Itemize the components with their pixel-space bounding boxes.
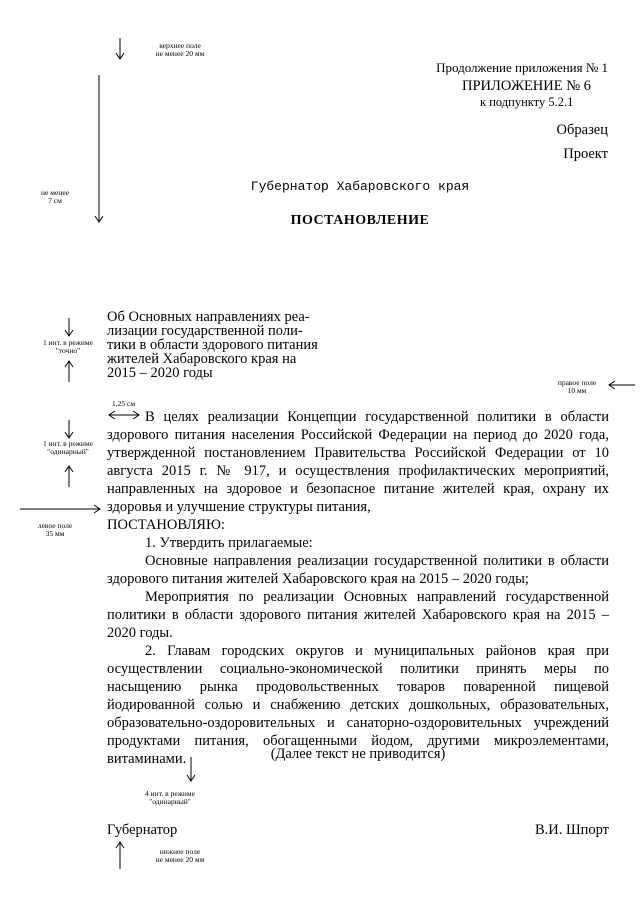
continuation-label: Продолжение приложения № 1 [436,60,608,75]
right-arrow-icon [20,504,100,514]
up-arrow-icon [115,841,125,869]
note-line: верхнее поле [159,41,201,50]
note-line: 35 мм [45,529,65,538]
project-label: Проект [563,146,608,162]
note-line: 7 см [48,196,62,205]
left-margin-note [25,522,85,538]
appendix-number: ПРИЛОЖЕНИЕ № 6 [462,78,591,94]
document-title: ПОСТАНОВЛЕНИЕ [290,213,430,228]
top-7cm-note [25,189,85,205]
item-1: 1. Утвердить прилагаемые: [145,535,313,551]
subject-line: тики в области здорового питания [107,337,318,353]
top-margin-note [125,42,235,58]
omitted-text-note: (Далее текст не приводится) [270,746,446,762]
interval-4-note [125,790,215,806]
sample-label: Образец [556,122,608,138]
note-line: 10 мм [567,386,587,395]
note-line: 1 инт. в режиме [43,338,93,347]
subject-block [107,310,327,380]
note-line: 1 инт. в режиме [43,439,93,448]
note-line: правое поле [557,378,597,387]
subject-line: жителей Хабаровского края на [107,351,297,367]
governor-title: Губернатор Хабаровского края [250,179,470,194]
note-line: не менее 20 мм [155,855,205,864]
subject-line: лизации государственной поли- [107,323,303,339]
note-line: нижнее поле [159,847,201,856]
appendix-subpoint: к подпункту 5.2.1 [480,95,574,109]
down-arrow-icon [64,318,74,338]
up-arrow-icon [64,465,74,487]
body-text [107,408,609,768]
resolve-word: ПОСТАНОВЛЯЮ: [107,517,225,533]
note-line: "одинарный" [47,447,89,456]
signature-name: В.И. Шпорт [534,822,609,838]
left-arrow-icon [609,380,635,390]
interval-single-note [26,440,110,456]
down-arrow-icon [64,420,74,440]
note-line: не менее 20 мм [155,49,205,58]
subject-line: Об Основных направлениях реа- [107,309,310,325]
note-line: "точно" [55,346,81,355]
top-7cm-arrow-icon [94,75,104,225]
down-arrow-icon [115,38,125,60]
note-line: "одинарный" [149,797,191,806]
subject-line: 2015 – 2020 годы [107,365,213,381]
signature-position: Губернатор [107,822,178,838]
interval-exact-note [28,339,108,355]
intro-paragraph: В целях реализации Концепции государственной политики в области здорового питания населения Российской Федерации на период до 2020 года, утвержденной постановлением Правительства Российской Федерации от 10 августа 2015 г. № 917, и осуществления профилактических мероприятий, направленных на здоровое и безопасное питание жителей края, охрану их здоровья и улучшение структуры питания, [107,409,609,515]
item-1b: Мероприятия по реализации Основных направлений государственной политики в области здорового питания жителей Хабаровского края на 2015 – 2020 годы. [107,589,609,641]
note-line: левое поле [37,521,73,530]
note-line: 4 инт. в режиме [145,789,195,798]
item-2: 2. Главам городских округов и муниципальных районов края при осуществлении социально-экономической политики принять меры по насыщению рынка продовольственных товаров поваренной пищевой йодированной солью и снабжению детских дошкольных, образовательных, образовательно-оздоровительных и санаторно-оздоровительных учреждений продуктами питания, обогащенными йодом, другими микроэлементами, витаминами. [107,643,609,767]
bottom-margin-note [125,848,235,864]
right-margin-note [548,379,606,395]
note-line: не менее [41,188,69,197]
indent-note: 1,25 см [112,399,136,408]
appendix-heading [440,78,600,110]
up-arrow-icon [64,360,74,382]
item-1a: Основные направления реализации государственной политики в области здорового питания жителей Хабаровского края на 2015 – 2020 годы; [107,553,609,587]
